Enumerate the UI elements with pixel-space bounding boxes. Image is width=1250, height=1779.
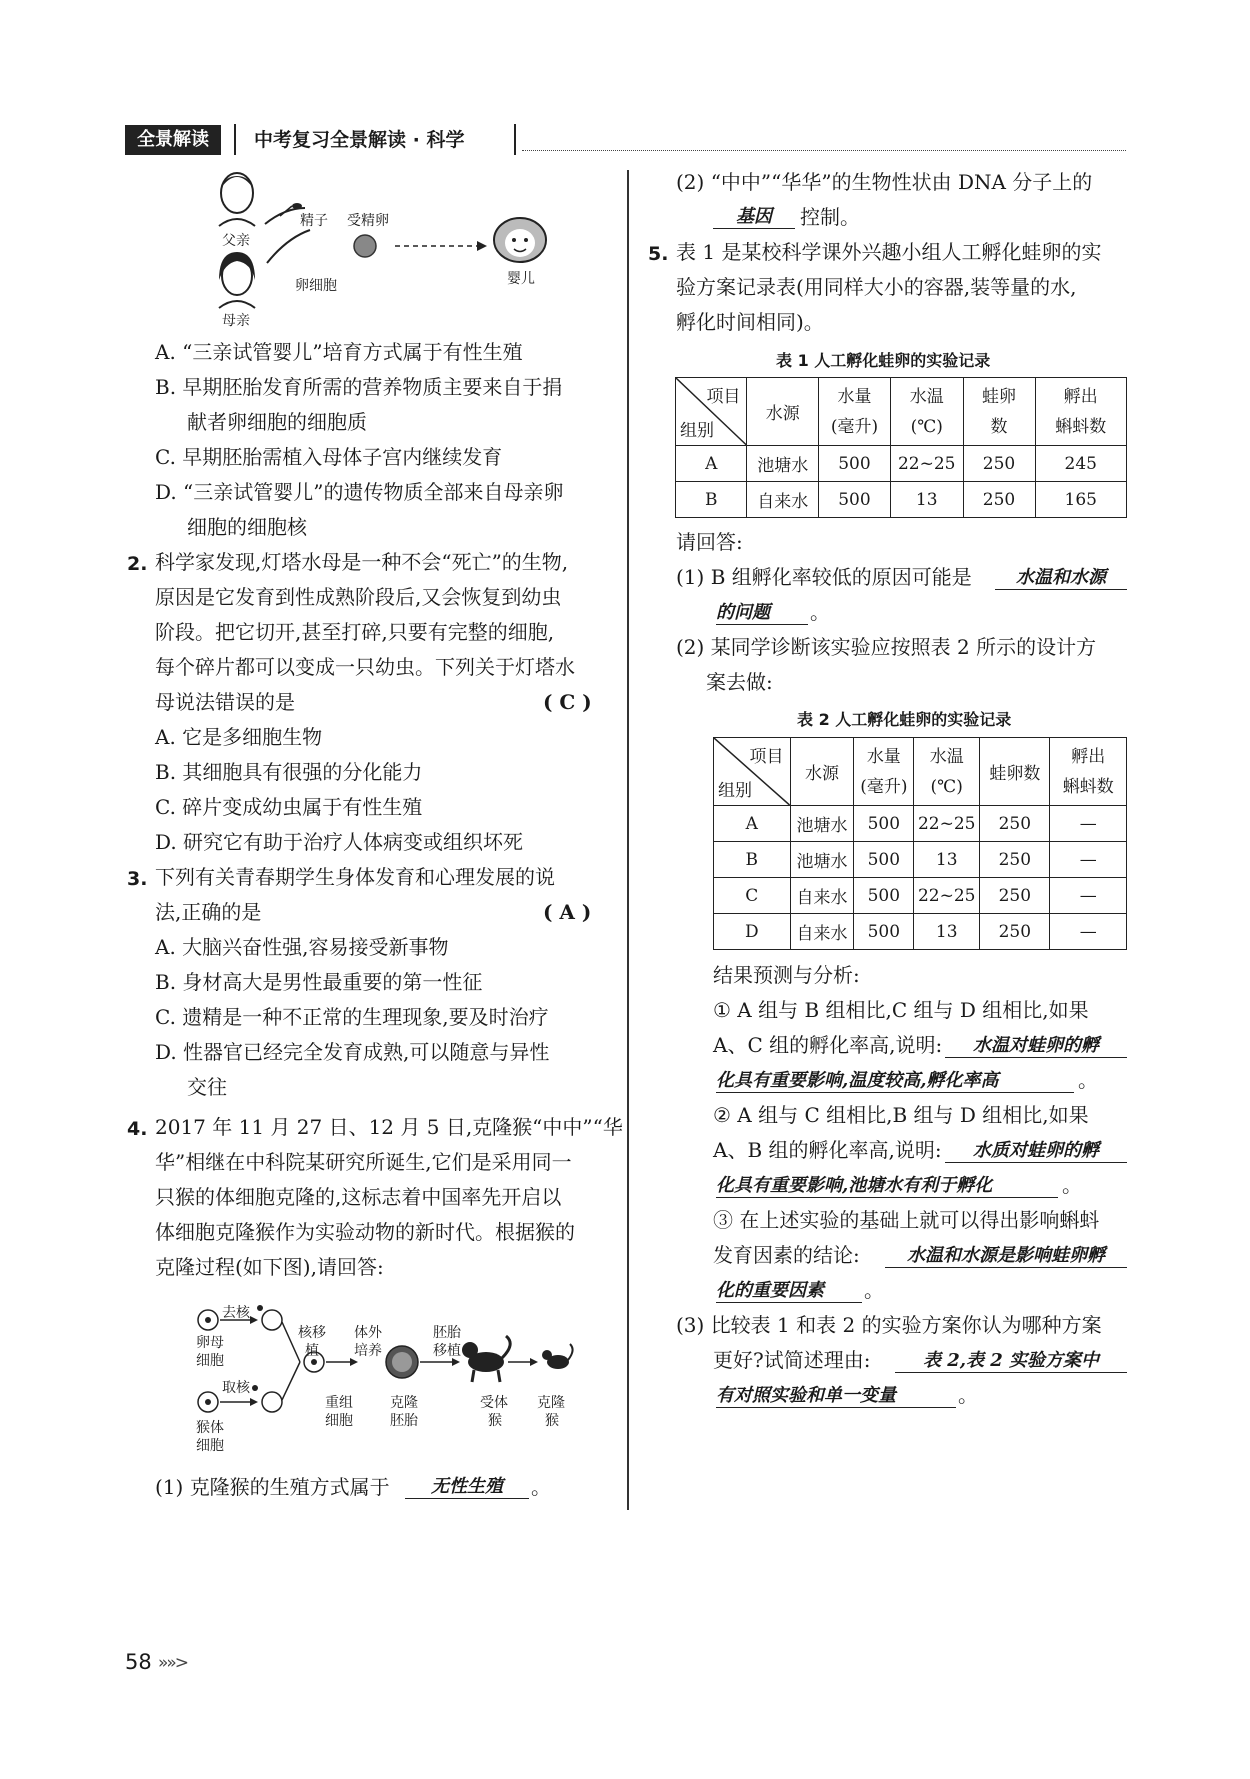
column-divider bbox=[627, 170, 629, 1510]
q2-option-b: B. 其细胞具有很强的分化能力 bbox=[155, 760, 423, 784]
q5-a3-answer-2: 化的重要因素 bbox=[716, 1276, 862, 1303]
q3-option-c: C. 遗精是一种不正常的生理现象,要及时治疗 bbox=[155, 1005, 549, 1029]
q3-option-a: A. 大脑兴奋性强,容易接受新事物 bbox=[155, 935, 449, 959]
q5-sub2-line-2: 案去做: bbox=[706, 670, 773, 694]
mother-icon bbox=[219, 252, 255, 308]
q2-line-2: 原因是它发育到性成熟阶段后,又会恢复到幼虫 bbox=[155, 585, 562, 609]
clone-label-transfer-2: 植 bbox=[305, 1343, 319, 1359]
header-divider bbox=[234, 124, 236, 155]
table2-header-temp: 水温 (℃) bbox=[914, 738, 980, 806]
q2-line-5: 母说法错误的是 bbox=[155, 690, 295, 714]
q5-a1-line-1: ① A 组与 B 组相比,C 组与 D 组相比,如果 bbox=[713, 998, 1089, 1022]
table1-header-volume: 水量 (毫升) bbox=[818, 378, 890, 446]
q3-line-2: 法,正确的是 bbox=[155, 900, 262, 924]
q5-line-1: 表 1 是某校科学课外兴趣小组人工孵化蛙卵的实 bbox=[676, 240, 1102, 264]
table2-header-tadpoles: 孵出 蝌蚪数 bbox=[1050, 738, 1127, 806]
q5-a3-answer-1: 水温和水源是影响蛙卵孵 bbox=[885, 1241, 1127, 1268]
prev-option-c: C. 早期胚胎需植入母体子宫内继续发育 bbox=[155, 445, 503, 469]
table1-header-tadpoles: 孵出 蝌蚪数 bbox=[1035, 378, 1127, 446]
table-row: D 自来水 500 13 250 — bbox=[714, 914, 1127, 950]
clone-label-embryo-2: 胚胎 bbox=[390, 1413, 418, 1429]
q2-option-c: C. 碎片变成幼虫属于有性生殖 bbox=[155, 795, 423, 819]
father-label: 父亲 bbox=[222, 233, 250, 249]
q5-sub3-line-2: 更好?试简述理由: bbox=[713, 1348, 871, 1372]
clone-label-take-nucleus: 取核 bbox=[222, 1380, 250, 1396]
q5-a2-end: 。 bbox=[1062, 1173, 1082, 1197]
egg-arrow bbox=[267, 230, 310, 263]
q3-option-b: B. 身材高大是男性最重要的第一性征 bbox=[155, 970, 483, 994]
clone-label-egg-2: 细胞 bbox=[196, 1353, 224, 1369]
q4-sub1-answer: 无性生殖 bbox=[405, 1472, 529, 1499]
q3-number: 3. bbox=[127, 868, 148, 890]
table-row: B 池塘水 500 13 250 — bbox=[714, 842, 1127, 878]
table2-header-source: 水源 bbox=[790, 738, 854, 806]
q4-sub2-question: (2) “中中”“华华”的生物性状由 DNA 分子上的 bbox=[676, 170, 1093, 194]
q3-answer: ( A ) bbox=[543, 900, 592, 924]
clone-label-monkey-1: 克隆 bbox=[537, 1395, 565, 1411]
baby-label: 婴儿 bbox=[507, 271, 535, 287]
table2-corner: 项目 组别 bbox=[714, 738, 791, 806]
ivf-figure bbox=[205, 168, 565, 328]
table1-corner: 项目 组别 bbox=[676, 378, 747, 446]
header-badge: 全景解读 bbox=[125, 125, 221, 155]
q5-a1-answer-2: 化具有重要影响,温度较高,孵化率高 bbox=[716, 1066, 1074, 1093]
header-rule bbox=[522, 150, 1126, 151]
clone-label-transfer-1: 核移 bbox=[298, 1325, 326, 1341]
q3-option-d-cont: 交往 bbox=[187, 1075, 227, 1099]
q4-number: 4. bbox=[127, 1118, 148, 1140]
q2-answer: ( C ) bbox=[543, 690, 592, 714]
mother-label: 母亲 bbox=[222, 313, 250, 329]
clone-label-somatic-2: 细胞 bbox=[196, 1438, 224, 1454]
q4-line-5: 克隆过程(如下图),请回答: bbox=[155, 1255, 384, 1279]
q5-sub1-question: (1) B 组孵化率较低的原因可能是 bbox=[676, 565, 972, 589]
table1-header-eggs: 蛙卵 数 bbox=[963, 378, 1035, 446]
header-title: 中考复习全景解读 · 科学 bbox=[254, 129, 465, 151]
q5-analysis: 结果预测与分析: bbox=[713, 963, 860, 987]
page-arrows: »»> bbox=[158, 1653, 188, 1673]
fertilized-egg-icon bbox=[354, 235, 376, 257]
clone-label-embryo-transfer-2: 移植 bbox=[433, 1343, 461, 1359]
q4-line-3: 只猴的体细胞克隆的,这标志着中国率先开启以 bbox=[155, 1185, 562, 1209]
header-divider-2 bbox=[514, 124, 516, 155]
monkey-icon bbox=[462, 1336, 510, 1382]
q4-sub2-end: 控制。 bbox=[800, 205, 860, 229]
q4-sub1-question: (1) 克隆猴的生殖方式属于 bbox=[155, 1475, 390, 1499]
clone-label-somatic-1: 猴体 bbox=[196, 1420, 224, 1436]
q4-sub2-answer: 基因 bbox=[713, 202, 795, 229]
q2-line-1: 科学家发现,灯塔水母是一种不会“死亡”的生物, bbox=[155, 550, 569, 574]
q5-sub1-answer-2: 的问题 bbox=[716, 598, 808, 625]
table1 bbox=[675, 377, 1127, 518]
page-number: 58 bbox=[125, 1650, 152, 1674]
q5-ask: 请回答: bbox=[676, 530, 743, 554]
sperm-arrow bbox=[265, 208, 305, 224]
clone-label-embryo-transfer-1: 胚胎 bbox=[433, 1325, 461, 1341]
q5-a1-line-2: A、C 组的孵化率高,说明: bbox=[713, 1033, 943, 1057]
q5-line-3: 孵化时间相同)。 bbox=[676, 310, 824, 334]
q2-line-4: 每个碎片都可以变成一只幼虫。下列关于灯塔水 bbox=[155, 655, 575, 679]
clone-label-recomb-2: 细胞 bbox=[325, 1413, 353, 1429]
q5-a1-answer-1: 水温对蛙卵的孵 bbox=[945, 1031, 1127, 1058]
clone-label-remove-nucleus: 去核 bbox=[222, 1305, 250, 1321]
table-row: C 自来水 500 22~25 250 — bbox=[714, 878, 1127, 914]
q3-line-1: 下列有关青春期学生身体发育和心理发展的说 bbox=[155, 865, 555, 889]
q2-option-a: A. 它是多细胞生物 bbox=[155, 725, 323, 749]
clone-label-egg-1: 卵母 bbox=[196, 1335, 224, 1351]
table2-header-volume: 水量 (毫升) bbox=[854, 738, 914, 806]
q5-a2-answer-2: 化具有重要影响,池塘水有利于孵化 bbox=[716, 1171, 1058, 1198]
q5-sub1-end: 。 bbox=[810, 600, 830, 624]
table1-header-temp: 水温 (℃) bbox=[890, 378, 963, 446]
clone-label-culture-2: 培养 bbox=[354, 1343, 382, 1359]
table2 bbox=[713, 737, 1127, 950]
prev-option-d: D. “三亲试管婴儿”的遗传物质全部来自母亲卵 bbox=[155, 480, 564, 504]
clone-label-culture-1: 体外 bbox=[354, 1325, 382, 1341]
sperm-label: 精子 bbox=[300, 213, 328, 229]
q5-a3-line-2: 发育因素的结论: bbox=[713, 1243, 860, 1267]
table-row: A 池塘水 500 22~25 250 245 bbox=[676, 446, 1127, 482]
fertilized-egg-label: 受精卵 bbox=[347, 213, 389, 229]
q5-a3-end: 。 bbox=[864, 1278, 884, 1302]
prev-option-b: B. 早期胚胎发育所需的营养物质主要来自于捐 bbox=[155, 375, 563, 399]
q5-sub2-line-1: (2) 某同学诊断该实验应按照表 2 所示的设计方 bbox=[676, 635, 1097, 659]
q3-option-d: D. 性器官已经完全发育成熟,可以随意与异性 bbox=[155, 1040, 550, 1064]
baby-icon bbox=[494, 218, 546, 262]
q5-sub1-answer-1: 水温和水源 bbox=[995, 563, 1127, 590]
clone-label-recomb-1: 重组 bbox=[325, 1395, 353, 1411]
egg-label: 卵细胞 bbox=[295, 278, 337, 294]
table-row: B 自来水 500 13 250 165 bbox=[676, 482, 1127, 518]
q5-a2-line-1: ② A 组与 C 组相比,B 组与 D 组相比,如果 bbox=[713, 1103, 1089, 1127]
q2-number: 2. bbox=[127, 553, 148, 575]
table1-caption: 表 1 人工孵化蛙卵的实验记录 bbox=[776, 351, 991, 370]
q4-line-1: 2017 年 11 月 27 日、12 月 5 日,克隆猴“中中”“华 bbox=[155, 1115, 623, 1139]
clone-label-recipient-2: 猴 bbox=[488, 1413, 502, 1429]
q5-sub3-line-1: (3) 比较表 1 和表 2 的实验方案你认为哪种方案 bbox=[676, 1313, 1102, 1337]
q5-sub3-answer-2: 有对照实验和单一变量 bbox=[716, 1381, 956, 1408]
q5-a1-end: 。 bbox=[1078, 1068, 1098, 1092]
q2-option-d: D. 研究它有助于治疗人体病变或组织坏死 bbox=[155, 830, 524, 854]
prev-option-d-cont: 细胞的细胞核 bbox=[187, 515, 307, 539]
q5-sub3-end: 。 bbox=[958, 1383, 978, 1407]
q4-line-4: 体细胞克隆猴作为实验动物的新时代。根据猴的 bbox=[155, 1220, 575, 1244]
father-icon bbox=[219, 173, 255, 226]
prev-option-b-cont: 献者卵细胞的细胞质 bbox=[187, 410, 367, 434]
q5-a2-answer-1: 水质对蛙卵的孵 bbox=[945, 1136, 1127, 1163]
table1-header-source: 水源 bbox=[747, 378, 819, 446]
q5-sub3-answer-1: 表 2,表 2 实验方案中 bbox=[895, 1346, 1127, 1373]
table2-caption: 表 2 人工孵化蛙卵的实验记录 bbox=[797, 710, 1012, 729]
clone-label-recipient-1: 受体 bbox=[480, 1395, 508, 1411]
q2-line-3: 阶段。把它切开,甚至打碎,只要有完整的细胞, bbox=[155, 620, 555, 644]
clone-label-embryo-1: 克隆 bbox=[390, 1395, 418, 1411]
q4-sub1-end: 。 bbox=[531, 1475, 551, 1499]
clone-label-monkey-2: 猴 bbox=[545, 1413, 559, 1429]
prev-option-a: A. “三亲试管婴儿”培育方式属于有性生殖 bbox=[155, 340, 523, 364]
table-row: A 池塘水 500 22~25 250 — bbox=[714, 806, 1127, 842]
q4-line-2: 华”相继在中科院某研究所诞生,它们是采用同一 bbox=[155, 1150, 572, 1174]
q5-number: 5. bbox=[648, 243, 669, 265]
q5-a3-line-1: ③ 在上述实验的基础上就可以得出影响蝌蚪 bbox=[713, 1208, 1100, 1232]
q5-line-2: 验方案记录表(用同样大小的容器,装等量的水, bbox=[676, 275, 1077, 299]
q5-a2-line-2: A、B 组的孵化率高,说明: bbox=[713, 1138, 942, 1162]
table2-header-eggs: 蛙卵数 bbox=[980, 738, 1050, 806]
baby-monkey-icon bbox=[542, 1344, 573, 1369]
